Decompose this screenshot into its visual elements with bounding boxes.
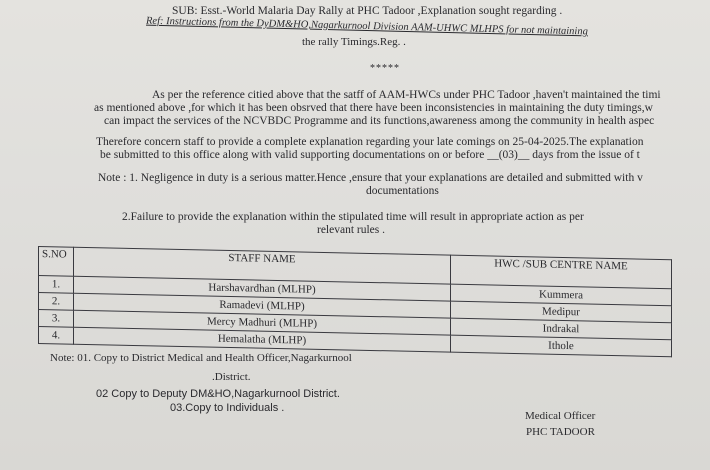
note1-line2: documentations: [366, 185, 439, 197]
copy-to-line2: 02 Copy to Deputy DM&HO,Nagarkurnool District.: [96, 388, 340, 400]
paragraph1-line2: as mentioned above ,for which it has been obsrved that there have been inconsistencies in maintaining the duty timings,w: [94, 102, 653, 114]
cell-staff-name: Hemalatha (MLHP): [74, 327, 451, 352]
signatory-title: Medical Officer: [525, 410, 596, 422]
copy-to-line3: 03.Copy to Individuals .: [170, 402, 285, 414]
cell-sno: 3.: [39, 310, 74, 328]
cell-staff-name: Ramadevi (MLHP): [74, 293, 451, 318]
header-staff-name: STAFF NAME: [74, 247, 451, 284]
paragraph1-line3: can impact the services of the NCVBDC Programme and its functions,awareness among the community in health aspec: [104, 115, 655, 127]
staff-table: [38, 246, 672, 357]
header-centre-name: HWC /SUB CENTRE NAME: [451, 255, 672, 289]
cell-centre: Medipur: [451, 301, 672, 323]
cell-centre: Kummera: [451, 284, 672, 306]
reference-line-continued: the rally Timings.Reg. .: [302, 36, 406, 48]
note2-line2: relevant rules .: [317, 224, 386, 236]
separator-stars: *****: [370, 63, 400, 74]
copy-to-line1: Note: 01. Copy to District Medical and Health Officer,Nagarkurnool: [50, 352, 352, 364]
cell-centre: Ithole: [451, 335, 672, 357]
cell-staff-name: Mercy Madhuri (MLHP): [74, 310, 451, 335]
note1-line1: Note : 1. Negligence in duty is a serious matter.Hence ,ensure that your explanations are detailed and submitted with v: [98, 172, 643, 184]
signatory-office: PHC TADOOR: [526, 426, 595, 438]
cell-sno: 2.: [39, 293, 74, 311]
cell-sno: 4.: [39, 327, 74, 345]
subject-line: SUB: Esst.-World Malaria Day Rally at PHC Tadoor ,Explanation sought regarding .: [172, 5, 563, 17]
note2-line1: 2.Failure to provide the explanation within the stipulated time will result in appropriate action as per: [122, 211, 584, 223]
copy-to-line1-continued: .District.: [212, 371, 251, 383]
cell-sno: 1.: [39, 276, 74, 294]
cell-centre: Indrakal: [451, 318, 672, 340]
paragraph1-line1: As per the reference citied above that the satff of AAM-HWCs under PHC Tadoor ,haven't maintained the timi: [152, 89, 661, 101]
cell-staff-name: Harshavardhan (MLHP): [74, 276, 451, 301]
reference-line: Ref: Instructions from the DyDM&HO,Nagarkurnool Division AAM-UHWC MLHPS for not maintaining: [146, 15, 588, 38]
paragraph2-line1: Therefore concern staff to provide a complete explanation regarding your late comings on 25-04-2025.The explanation: [96, 136, 644, 148]
header-sno: S.NO: [39, 247, 74, 277]
paragraph2-line2: be submitted to this office along with valid supporting documentations on or before __(03)__ days from the issue of t: [100, 149, 640, 161]
